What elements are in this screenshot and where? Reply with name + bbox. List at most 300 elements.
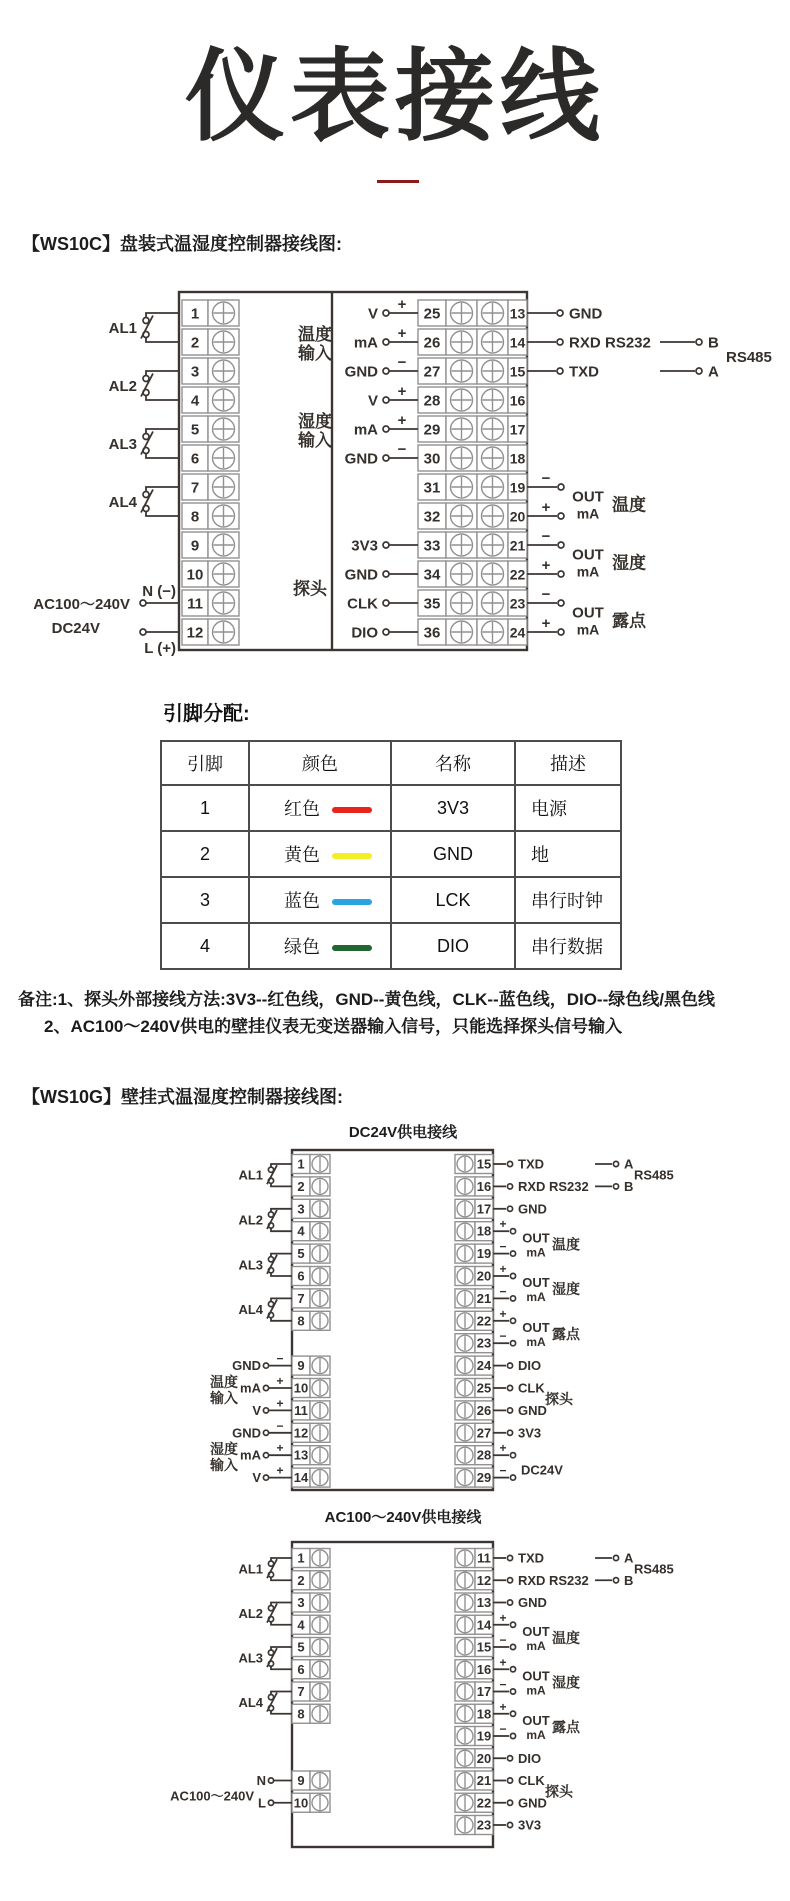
output-unit: mA <box>576 563 600 580</box>
terminal-number: 11 <box>187 595 203 613</box>
terminal-number: 18 <box>509 450 526 467</box>
pin-label: CLK <box>518 1773 545 1788</box>
pin-label: CLK <box>347 595 378 613</box>
connection-point <box>507 1363 512 1368</box>
terminal-number: 13 <box>476 1595 492 1610</box>
connection-point <box>558 600 564 606</box>
terminal-number: 19 <box>509 479 526 496</box>
terminal-number: 2 <box>297 1572 305 1588</box>
connection-point <box>613 1184 618 1189</box>
pin-name: GND <box>391 831 515 877</box>
alarm-label: AL3 <box>108 436 137 453</box>
terminal-number: 29 <box>423 421 441 439</box>
connection-point <box>507 1385 512 1390</box>
polarity-sign: − <box>499 1239 507 1254</box>
table-row <box>161 923 621 969</box>
terminal-number: 30 <box>423 450 441 468</box>
alarm-label: AL1 <box>238 1167 263 1183</box>
connection-point <box>383 600 389 606</box>
connection-point <box>510 1689 515 1694</box>
alarm-label: AL1 <box>238 1561 263 1577</box>
wire <box>146 313 179 318</box>
power-l-label: L (+) <box>144 640 176 657</box>
polarity-sign: + <box>541 615 551 632</box>
connection-point <box>696 368 702 374</box>
pin-label: GND <box>344 566 378 584</box>
connection-point <box>383 310 389 316</box>
terminal-number: 18 <box>476 1706 492 1722</box>
rs485-pin-label: A <box>624 1156 634 1172</box>
col-header-pin: 引脚 <box>161 741 249 785</box>
probe-label: 探头 <box>545 1391 573 1408</box>
terminal-number: 15 <box>476 1639 492 1655</box>
wire <box>271 1711 292 1714</box>
pin-label: V <box>252 1402 261 1418</box>
power-supply-label: AC100～240V <box>170 1788 254 1804</box>
connection-point <box>263 1385 268 1390</box>
terminal-number: 36 <box>423 624 441 642</box>
alarm-label: AL3 <box>238 1257 263 1273</box>
color-label: 绿色 <box>284 937 320 957</box>
terminal-number: 14 <box>509 334 526 351</box>
wire <box>271 1603 292 1606</box>
terminal-number: 17 <box>476 1684 492 1699</box>
wire <box>271 1577 292 1580</box>
pin-label: RXD <box>518 1572 546 1588</box>
polarity-sign: + <box>276 1441 284 1456</box>
connection-point <box>613 1555 618 1560</box>
power-l-label: L <box>258 1795 266 1811</box>
terminal-number: 3 <box>297 1595 305 1610</box>
connection-point <box>383 397 389 403</box>
terminal-number: 7 <box>297 1684 305 1699</box>
output-name: 露点 <box>612 611 646 631</box>
terminal-number: 3 <box>190 363 200 381</box>
output-name: 温度 <box>552 1236 580 1253</box>
terminal-number: 9 <box>297 1358 305 1374</box>
rs485-label: RS485 <box>726 349 772 366</box>
output-unit: mA <box>526 1727 546 1742</box>
connection-point <box>507 1408 512 1413</box>
output-label: OUT <box>572 546 604 564</box>
terminal-number: 8 <box>297 1706 305 1722</box>
terminal-number: 5 <box>297 1246 305 1262</box>
red-wire-swatch <box>332 807 372 813</box>
power-supply-label: DC24V <box>51 620 100 637</box>
connection-point <box>143 318 149 324</box>
output-name: 湿度 <box>552 1281 580 1298</box>
terminal-number: 2 <box>297 1178 305 1194</box>
terminal-number: 2 <box>190 334 200 352</box>
output-name: 露点 <box>552 1326 580 1342</box>
table-row <box>161 785 621 831</box>
pin-label: RXD <box>518 1178 546 1194</box>
connection-point <box>507 1778 512 1783</box>
connection-point <box>557 368 563 374</box>
pin-label: GND <box>518 1402 547 1418</box>
polarity-sign: − <box>541 470 551 487</box>
output-label: OUT <box>522 1320 550 1335</box>
connection-point <box>558 484 564 490</box>
terminal-number: 1 <box>297 1550 305 1566</box>
terminal-number: 29 <box>476 1470 492 1486</box>
connection-point <box>510 1733 515 1738</box>
rs232-label: RS232 <box>549 1572 589 1588</box>
terminal-number: 13 <box>509 305 526 322</box>
pin-desc: 串行数据 <box>515 923 621 969</box>
output-name: 露点 <box>552 1718 580 1735</box>
rs485-pin-label: B <box>624 1572 634 1588</box>
wire <box>146 487 179 492</box>
terminal-number: 26 <box>476 1402 492 1418</box>
terminal-number: 10 <box>293 1795 309 1811</box>
pin-label: GND <box>232 1425 261 1441</box>
terminal-number: 11 <box>477 1550 491 1566</box>
terminal-number: 19 <box>476 1246 492 1262</box>
terminal-number: 8 <box>297 1313 305 1329</box>
wire <box>271 1164 292 1167</box>
output-name: 温度 <box>552 1629 580 1646</box>
pin-label: GND <box>344 363 378 381</box>
group-label: 输入 <box>210 1457 238 1474</box>
terminal-number: 10 <box>186 566 204 584</box>
terminal-number: 28 <box>476 1447 492 1463</box>
connection-point <box>143 492 149 498</box>
alarm-label: AL1 <box>108 320 137 337</box>
pin-label: GND <box>344 450 378 468</box>
connection-point <box>263 1408 268 1413</box>
group-label: 输入 <box>210 1390 238 1406</box>
table-header-row <box>161 741 621 785</box>
output-unit: mA <box>526 1245 546 1260</box>
output-name: 湿度 <box>552 1674 580 1691</box>
connection-point <box>383 571 389 577</box>
color-label: 黄色 <box>284 845 320 865</box>
output-label: OUT <box>522 1668 550 1684</box>
pin-label: GND <box>569 305 603 323</box>
wire <box>271 1318 292 1321</box>
terminal-number: 6 <box>297 1268 305 1284</box>
polarity-sign: − <box>499 1722 507 1736</box>
terminal-number: 1 <box>297 1156 305 1172</box>
pin-label: GND <box>518 1795 547 1811</box>
terminal-number: 24 <box>509 624 526 641</box>
polarity-sign: − <box>499 1633 507 1647</box>
note-line-2: 2、AC100～240V供电的壁挂仪表无变送器输入信号，只能选择探头信号输入 <box>44 1017 623 1036</box>
terminal-number: 7 <box>190 479 200 497</box>
connection-point <box>558 629 564 635</box>
connection-point <box>383 629 389 635</box>
polarity-sign: + <box>499 1655 507 1670</box>
connection-point <box>263 1475 268 1480</box>
terminal-number: 5 <box>190 421 200 439</box>
terminal-number: 14 <box>476 1617 492 1633</box>
pin-desc: 串行时钟 <box>515 877 621 923</box>
connection-point <box>507 1800 512 1805</box>
output-label: OUT <box>522 1623 550 1639</box>
terminal-number: 16 <box>476 1178 492 1194</box>
connection-point <box>507 1756 512 1761</box>
output-name: 温度 <box>612 495 646 515</box>
output-unit: mA <box>526 1290 546 1305</box>
wire <box>271 1558 292 1561</box>
polarity-sign: + <box>499 1610 507 1625</box>
pin-label: V <box>367 392 378 410</box>
pin-label: GND <box>232 1358 261 1374</box>
pin-name: 3V3 <box>391 785 515 831</box>
pin-label: RXD <box>569 334 601 352</box>
terminal-number: 22 <box>476 1795 492 1811</box>
connection-point <box>507 1430 512 1435</box>
terminal-number: 15 <box>476 1156 492 1172</box>
connection-point <box>510 1644 515 1649</box>
connection-point <box>140 629 146 635</box>
terminal-number: 6 <box>190 450 200 468</box>
connection-point <box>510 1318 515 1323</box>
terminal-number: 32 <box>423 508 441 526</box>
connection-point <box>507 1555 512 1560</box>
polarity-sign: − <box>276 1418 284 1433</box>
connection-point <box>557 339 563 345</box>
probe-label: 探头 <box>545 1783 573 1800</box>
alarm-label: AL4 <box>108 494 137 511</box>
terminal-number: 17 <box>476 1201 492 1217</box>
terminal-number: 23 <box>476 1335 492 1351</box>
rs485-pin-label: A <box>708 363 719 381</box>
pin-label: CLK <box>518 1380 545 1396</box>
note-line-1: 备注:1、探头外部接线方法:3V3--红色线，GND--黄色线，CLK--蓝色线，DIO--绿色线/黑色线 <box>18 990 715 1009</box>
rs485-pin-label: A <box>624 1550 634 1566</box>
connection-point <box>143 376 149 382</box>
terminal-number: 12 <box>476 1572 492 1588</box>
wire <box>146 338 179 343</box>
alarm-label: AL2 <box>108 378 137 395</box>
connection-point <box>383 455 389 461</box>
pin-label: mA <box>353 421 378 439</box>
terminal-number: 20 <box>476 1268 492 1284</box>
connection-point <box>507 1206 512 1211</box>
wire <box>271 1666 292 1669</box>
terminal-number: 23 <box>476 1817 492 1833</box>
output-label: OUT <box>522 1712 550 1728</box>
terminal-number: 31 <box>423 479 441 497</box>
terminal-number: 20 <box>476 1750 492 1766</box>
connection-point <box>557 310 563 316</box>
wire <box>271 1692 292 1695</box>
pin-label: GND <box>518 1595 547 1610</box>
pin-number: 2 <box>161 831 249 877</box>
polarity-sign: − <box>499 1463 507 1478</box>
ws10g-section-header: 【WS10G】壁挂式温湿度控制器接线图: <box>22 1087 344 1107</box>
wire <box>146 454 179 459</box>
ac240v-subtitle: AC100～240V供电接线 <box>324 1509 482 1526</box>
polarity-sign: + <box>276 1463 284 1478</box>
pin-color <box>249 877 391 923</box>
group-label: 输入 <box>298 344 332 363</box>
polarity-sign: − <box>499 1284 507 1299</box>
polarity-sign: − <box>499 1677 507 1692</box>
rs232-label: RS232 <box>605 334 651 352</box>
polarity-sign: + <box>541 557 551 574</box>
connection-point <box>510 1341 515 1346</box>
connection-point <box>510 1667 515 1672</box>
polarity-sign: + <box>499 1306 507 1321</box>
terminal-number: 18 <box>476 1223 492 1239</box>
polarity-sign: + <box>397 383 407 400</box>
pin-label: 3V3 <box>518 1425 542 1441</box>
ws10g-ac240v-wiring-diagram <box>0 1540 790 1860</box>
polarity-sign: + <box>276 1396 284 1411</box>
connection-point <box>383 368 389 374</box>
terminal-number: 4 <box>297 1617 305 1633</box>
pin-color <box>249 831 391 877</box>
terminal-number: 26 <box>423 334 441 352</box>
rs485-pin-label: B <box>624 1178 634 1194</box>
polarity-sign: + <box>499 1441 507 1456</box>
terminal-number: 34 <box>423 566 441 584</box>
terminal-number: 27 <box>423 363 441 381</box>
output-unit: mA <box>526 1683 546 1698</box>
connection-point <box>383 339 389 345</box>
polarity-sign: + <box>541 499 551 516</box>
connection-point <box>510 1622 515 1627</box>
group-label: 湿度 <box>210 1441 238 1458</box>
pin-label: 3V3 <box>518 1817 542 1833</box>
connection-point <box>507 1161 512 1166</box>
connection-point <box>507 1822 512 1827</box>
terminal-number: 22 <box>509 566 526 583</box>
pin-label: TXD <box>518 1550 544 1566</box>
pin-desc: 电源 <box>515 785 621 831</box>
wire <box>146 396 179 401</box>
power-supply-label: AC100～240V <box>33 596 130 613</box>
output-label: OUT <box>522 1230 550 1246</box>
wire <box>271 1298 292 1301</box>
col-header-desc: 描述 <box>515 741 621 785</box>
pin-number: 3 <box>161 877 249 923</box>
dc24v-subtitle: DC24V供电接线 <box>348 1124 458 1141</box>
pin-label: V <box>367 305 378 323</box>
output-unit: mA <box>526 1335 546 1349</box>
table-row <box>161 877 621 923</box>
pin-color <box>249 923 391 969</box>
terminal-number: 21 <box>476 1773 492 1788</box>
connection-point <box>613 1161 618 1166</box>
terminal-number: 25 <box>476 1380 492 1396</box>
pin-desc: 地 <box>515 831 621 877</box>
pin-label: GND <box>518 1201 547 1217</box>
group-label: 输入 <box>298 431 332 450</box>
pin-label: TXD <box>569 363 599 381</box>
pin-label: TXD <box>518 1156 544 1172</box>
alarm-label: AL3 <box>238 1650 263 1666</box>
connection-point <box>510 1711 515 1716</box>
terminal-number: 16 <box>509 392 526 409</box>
alarm-label: AL4 <box>238 1302 263 1318</box>
terminal-number: 4 <box>190 392 200 410</box>
terminal-number: 15 <box>509 363 526 380</box>
terminal-number: 17 <box>509 421 526 438</box>
terminal-number: 35 <box>423 595 441 613</box>
terminal-number: 1 <box>190 305 200 323</box>
wire <box>146 512 179 517</box>
wire <box>271 1622 292 1625</box>
rs232-label: RS232 <box>549 1178 589 1194</box>
terminal-number: 14 <box>293 1470 309 1486</box>
output-label: OUT <box>572 604 604 622</box>
power-out-label: DC24V <box>521 1462 563 1478</box>
terminal-number: 10 <box>293 1380 309 1396</box>
wire <box>146 429 179 434</box>
alarm-label: AL2 <box>238 1606 263 1622</box>
connection-point <box>613 1578 618 1583</box>
terminal-number: 5 <box>297 1639 305 1655</box>
terminal-number: 21 <box>509 537 526 554</box>
polarity-sign: + <box>499 1262 507 1276</box>
terminal-number: 6 <box>297 1661 305 1677</box>
terminal-number: 11 <box>294 1402 308 1418</box>
terminal-number: 21 <box>476 1290 492 1306</box>
blue-wire-swatch <box>332 899 372 905</box>
terminal-number: 25 <box>423 305 441 323</box>
wire <box>271 1228 292 1231</box>
terminal-number: 33 <box>423 537 441 555</box>
output-unit: mA <box>526 1638 546 1653</box>
rs485-label: RS485 <box>634 1561 674 1577</box>
connection-point <box>143 434 149 440</box>
wire <box>271 1254 292 1257</box>
green-wire-swatch <box>332 945 372 951</box>
ws10g-dc24v-wiring-diagram <box>0 1145 790 1500</box>
alarm-label: AL2 <box>238 1212 263 1228</box>
yellow-wire-swatch <box>332 853 372 859</box>
pin-number: 4 <box>161 923 249 969</box>
polarity-sign: + <box>397 325 407 342</box>
connection-point <box>140 600 146 606</box>
terminal-number: 24 <box>476 1358 492 1374</box>
connection-point <box>268 1800 273 1805</box>
pin-assignment-table <box>160 740 622 970</box>
power-n-label: N (−) <box>142 583 176 600</box>
pin-assignment-heading: 引脚分配: <box>163 703 250 725</box>
connection-point <box>696 339 702 345</box>
pin-name: LCK <box>391 877 515 923</box>
polarity-sign: − <box>541 586 551 603</box>
pin-number: 1 <box>161 785 249 831</box>
terminal-number: 13 <box>293 1447 309 1463</box>
terminal-number: 22 <box>476 1313 492 1329</box>
terminal-number: 27 <box>476 1425 492 1441</box>
terminal-number: 12 <box>186 624 204 642</box>
col-header-color: 颜色 <box>249 741 391 785</box>
terminal-number: 28 <box>423 392 441 410</box>
pin-name: DIO <box>391 923 515 969</box>
connection-point <box>510 1229 515 1234</box>
terminal-number: 7 <box>297 1290 305 1306</box>
connection-point <box>558 571 564 577</box>
terminal-number: 19 <box>476 1728 492 1744</box>
terminal-number: 9 <box>190 537 200 555</box>
table-row <box>161 831 621 877</box>
rs485-pin-label: B <box>708 334 719 352</box>
group-label: 温度 <box>210 1374 238 1390</box>
connection-point <box>510 1453 515 1458</box>
color-label: 蓝色 <box>284 891 320 911</box>
polarity-sign: − <box>499 1329 507 1344</box>
terminal-number: 16 <box>476 1661 492 1677</box>
output-unit: mA <box>576 505 600 522</box>
connection-point <box>383 542 389 548</box>
